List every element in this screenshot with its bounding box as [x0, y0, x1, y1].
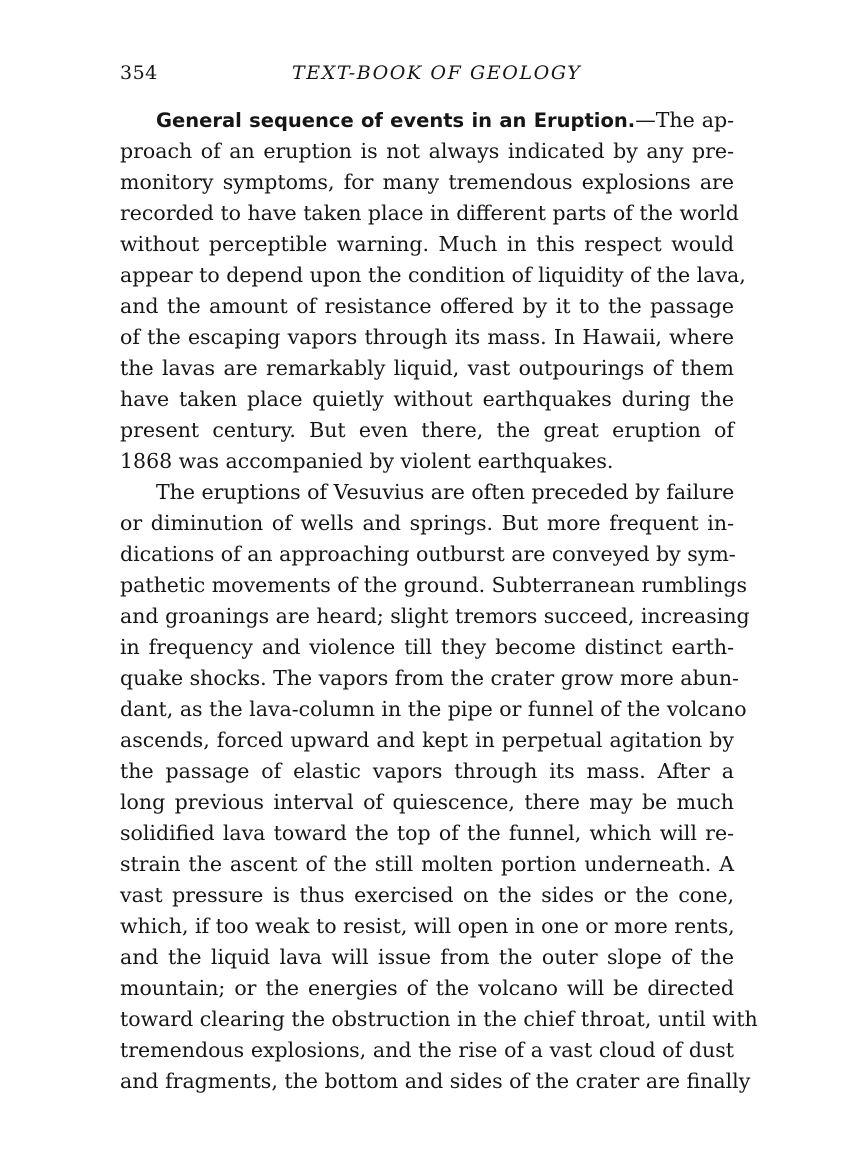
text-line: without perceptible warning. Much in this respect would — [120, 232, 734, 256]
text-line: proach of an eruption is not always indicated by any pre- — [120, 139, 734, 163]
text-line: appear to depend upon the condition of liquidity of the lava, — [120, 263, 746, 287]
running-title: TEXT-BOOK OF GEOLOGY — [292, 62, 582, 84]
body-text — [120, 105, 758, 1097]
text-line: in frequency and violence till they become distinct earth- — [120, 635, 734, 659]
text-line: present century. But even there, the great eruption of — [120, 418, 734, 442]
text-line: toward clearing the obstruction in the chief throat, until with — [120, 1007, 758, 1031]
text-line: and fragments, the bottom and sides of the crater are finally — [120, 1069, 751, 1093]
page-number: 354 — [120, 62, 158, 84]
text-line: strain the ascent of the still molten portion underneath. A — [120, 852, 734, 876]
text-line: vast pressure is thus exercised on the sides or the cone, — [120, 883, 734, 907]
text-line: pathetic movements of the ground. Subterranean rumblings — [120, 573, 747, 597]
text-line: recorded to have taken place in different parts of the world — [120, 201, 739, 225]
text-line: or diminution of wells and springs. But more frequent in- — [120, 511, 734, 535]
text-line: the lavas are remarkably liquid, vast outpourings of them — [120, 356, 734, 380]
book-page — [120, 58, 758, 1093]
text-line: solidified lava toward the top of the funnel, which will re- — [120, 821, 734, 845]
text-line: and the liquid lava will issue from the outer slope of the — [120, 945, 734, 969]
text-line: dications of an approaching outburst are conveyed by sym- — [120, 542, 736, 566]
section-heading: General sequence of events in an Eruption. — [156, 109, 636, 132]
text-line: of the escaping vapors through its mass. In Hawaii, where — [120, 325, 734, 349]
text-line: and groanings are heard; slight tremors succeed, increasing — [120, 604, 750, 628]
text-line: tremendous explosions, and the rise of a vast cloud of dust — [120, 1038, 734, 1062]
text-line: 1868 was accompanied by violent earthquakes. — [120, 449, 614, 473]
text-line: dant, as the lava-column in the pipe or funnel of the volcano — [120, 697, 747, 721]
text-line: The eruptions of Vesuvius are often preceded by failure — [156, 480, 735, 504]
text-line: quake shocks. The vapors from the crater grow more abun- — [120, 666, 739, 690]
text-line: monitory symptoms, for many tremendous explosions are — [120, 170, 734, 194]
text-line: have taken place quietly without earthquakes during the — [120, 387, 734, 411]
text-line: the passage of elastic vapors through its mass. After a — [120, 759, 734, 783]
text-line — [120, 105, 734, 136]
running-head — [120, 58, 734, 94]
text-line: and the amount of resistance offered by it to the passage — [120, 294, 734, 318]
text-line-tail: —The ap- — [635, 108, 735, 132]
text-line: ascends, forced upward and kept in perpetual agitation by — [120, 728, 734, 752]
text-line: long previous interval of quiescence, there may be much — [120, 790, 734, 814]
text-line: which, if too weak to resist, will open in one or more rents, — [120, 914, 735, 938]
text-line: mountain; or the energies of the volcano will be directed — [120, 976, 734, 1000]
